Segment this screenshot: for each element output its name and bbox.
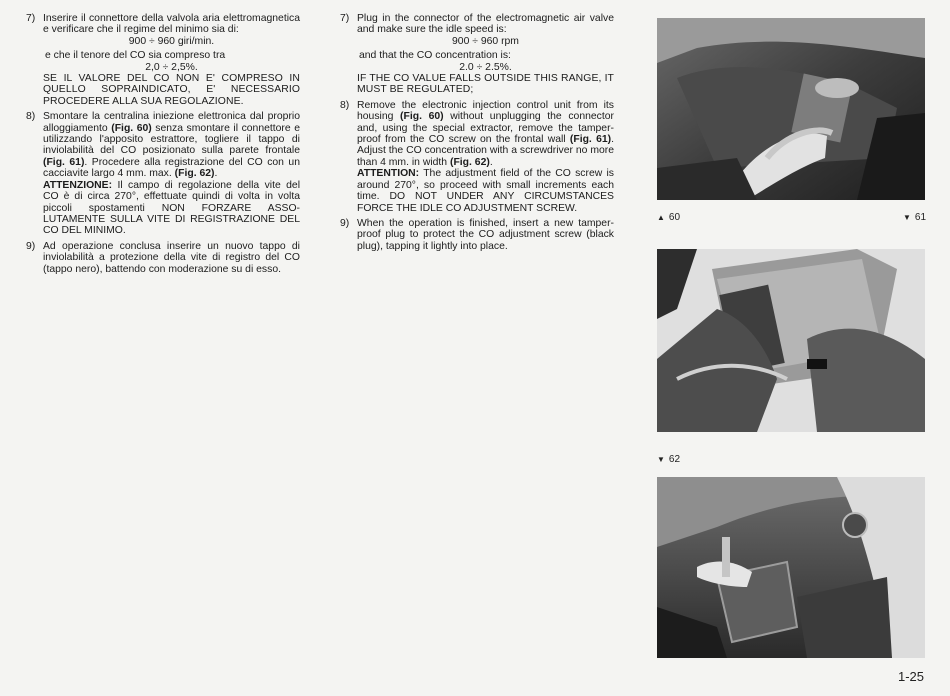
warning-text: IF THE CO VALUE FALLS OUTSIDE THIS RANGE, IT MUST BE REGULATED; (357, 73, 614, 96)
idle-speed-value: 900 ÷ 960 rpm (452, 35, 519, 47)
caption-fig-61: ▼ 61 (903, 212, 927, 223)
step-9 (26, 241, 300, 275)
step-text: When the operation is finished, insert a new tamper-proof plug to protect the CO adjustment screw (black plug), tapping it lightly into place. (357, 217, 614, 252)
step-number: 8) (26, 111, 36, 123)
attention-text: ATTENZIONE: Il campo di regolazione della vite del CO è di circa 270°, effettuate quindi di volta in volta piccoli spostamenti NON FORZARE ASSOLUTAMENTE SULLA VITE DI REGISTRAZIONE DEL CO DEL MINIMO. (43, 179, 300, 237)
fig-ref-62: (Fig. 62) (174, 168, 215, 180)
idle-speed-value: 900 ÷ 960 giri/min. (128, 35, 215, 47)
step-number: 9) (26, 240, 36, 252)
step-number: 9) (340, 217, 350, 229)
fig-ref-62: (Fig. 62) (449, 156, 490, 168)
step-8 (340, 100, 614, 214)
co-text: and that the CO concentration is: (359, 50, 511, 62)
step-7 (26, 13, 300, 107)
english-column (340, 13, 614, 256)
step-8 (26, 111, 300, 236)
step-text: Inserire il connettore della valvola aria elettromagnetica e verificare che il regime del minimo sia di: (43, 13, 300, 36)
step-number: 8) (340, 99, 350, 111)
caption-fig-60: ▲ 60 (657, 212, 681, 223)
fig-ref-61: (Fig. 61) (43, 156, 85, 168)
co-text: e che il tenore del CO sia compreso tra (45, 50, 226, 62)
triangle-up-icon: ▲ (657, 213, 665, 222)
triangle-down-icon: ▼ (657, 455, 665, 464)
step-7 (340, 13, 614, 96)
photo-fig-62 (657, 477, 925, 658)
fig-ref-61: (Fig. 61) (569, 134, 612, 146)
step-number: 7) (26, 13, 36, 24)
photo-fig-61 (657, 249, 925, 432)
step-number: 7) (340, 13, 350, 24)
co-range-value: 2.0 ÷ 2.5%. (459, 61, 512, 73)
page-number: 1-25 (898, 669, 925, 684)
step-text: Smontare la centralina iniezione elettronica dal proprio alloggiamento (Fig. 60) senza smontare il connettore e utilizzando l'apposito estrattore, togliere il tappo di inviolabilità del CO posizionato sulla parete frontale (Fig. 61). Procedere alla registrazione del CO con un cacciavite largo 4 mm. max. (Fig. 62). (43, 111, 300, 180)
photo-fig-60 (657, 18, 925, 200)
caption-fig-62: ▼ 62 (657, 454, 681, 465)
fig-ref-60: (Fig. 60) (400, 111, 444, 123)
attention-text: ATTENTION: The adjustment field of the CO screw is around 270°, so proceed with small increments each time. DO NOT UNDER ANY CIRCUMSTANCES FORCE THE IDLE CO ADJUSTMENT SCREW. (357, 168, 614, 214)
co-range-value: 2,0 ÷ 2,5%. (145, 61, 198, 73)
step-9 (340, 218, 614, 252)
italian-column (26, 13, 300, 279)
fig-ref-60: (Fig. 60) (111, 122, 152, 134)
warning-text: SE IL VALORE DEL CO NON E' COMPRESO IN QUELLO SOPRAINDICATO, E' NECESSARIO PROCEDERE ALLA SUA REGOLAZIONE. (43, 73, 300, 107)
step-text: Ad operazione conclusa inserire un nuovo tappo di inviolabilità a protezione della vite di registro del CO (tappo nero), battendo con moderazione su di esso. (43, 240, 300, 275)
step-text: Plug in the connector of the electromagnetic air valve and make sure the idle speed is: (357, 13, 614, 36)
triangle-down-icon: ▼ (903, 213, 911, 222)
step-text: Remove the electronic injection control unit from its housing (Fig. 60) without unplugging the connector and, using the special extractor, remove the tamper-proof from the CO screw on the frontal wall (Fig. 61). Adjust the CO concentration with a screwdriver no more than 4 mm. in width (Fig. 62). (357, 99, 615, 168)
